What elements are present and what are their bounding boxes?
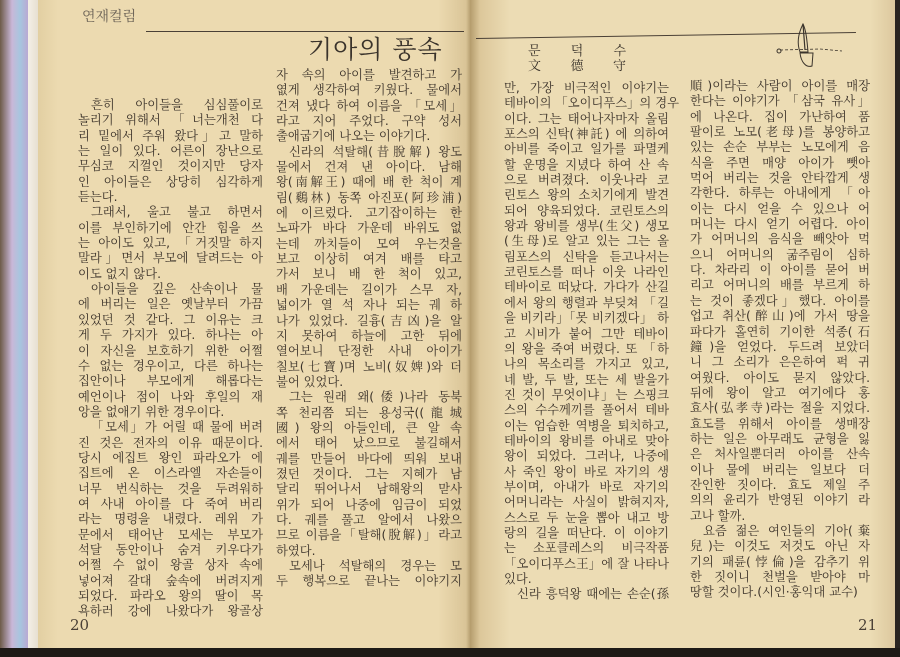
- text-line: 고 시비가 붙어 그만 테바이: [504, 326, 669, 341]
- text-line: 배 가운데는 길이가 스무 자,: [276, 282, 462, 297]
- text-line: 효사(弘孝寺)라는 절을 지었다.: [690, 401, 870, 416]
- text-line: 고나 할까.: [690, 508, 746, 523]
- text-line: 게 두 가지가 있다. 하나는 아: [78, 328, 263, 343]
- text-line: 리고 어머니의 배를 부르게 하: [690, 278, 870, 293]
- text-line: 먹어 버리는 것을 안타깝게 생: [690, 171, 870, 186]
- text-line: 부이며, 아내가 바로 자기의: [504, 479, 669, 494]
- text-line: 다. 차라리 이 아이를 묻어 버: [690, 263, 870, 278]
- paragraph: [504, 81, 679, 587]
- text-line: 업고 취산(醉山)에 가서 땅을: [690, 309, 870, 324]
- text-line: 兒)는 이것도 저것도 아닌 자: [690, 539, 870, 554]
- text-line: 신라의 석탈해(昔脫解) 왕도: [289, 144, 462, 159]
- paragraph: [276, 559, 462, 590]
- text-line: 말라」면서 부모에 달려드는 아: [78, 251, 263, 266]
- text-line: 무심코 지껄인 것이지만 당자: [78, 159, 263, 174]
- text-line: 에서 왕의 행렬과 부딪쳐 「길: [504, 295, 669, 310]
- text-line: 있는 손순 부부는 노모에게 음: [690, 140, 870, 155]
- text-line: 을 비키라」「못 비키겠다」 하: [504, 311, 669, 326]
- text-line: 이는 엄습한 역병을 퇴치하고,: [504, 418, 669, 433]
- text-line: 모세나 석탈해의 경우는 모: [289, 559, 462, 573]
- paragraph: [690, 79, 870, 524]
- paragraph: [78, 420, 263, 619]
- author-name-hanja: [528, 59, 626, 74]
- author-char: 수: [613, 44, 626, 59]
- text-line: 출애굽기에 나오는 이야기다.: [276, 129, 431, 144]
- text-line: 한 짓이니 천벌을 받아야 마: [690, 570, 870, 584]
- text-line: 이 자신을 보호하기 위한 어쩔: [78, 343, 263, 358]
- background-bottom: [0, 648, 900, 657]
- text-line: 의의 윤리가 반영된 이야기 라: [690, 493, 870, 508]
- text-line: 스스로 두 눈을 뽑아 내고 방: [504, 510, 669, 525]
- text-line: 랑의 길을 떠난다. 이 이야기: [504, 525, 669, 540]
- text-line: 기의 패륜(悖倫)을 감추기 위: [690, 554, 870, 569]
- text-line: 는 것이 좋겠다」했다. 아이를: [690, 293, 870, 308]
- text-line: 에 나온다. 집이 가난하여 품: [690, 109, 870, 124]
- text-line: 나의 목소리를 가지고 있고,: [504, 357, 669, 372]
- text-line: 테바이의 「오이디푸스」의 경우: [504, 96, 679, 111]
- text-column-4: [690, 79, 870, 601]
- text-line: (生母)로 알고 있는 그는 올: [504, 234, 669, 249]
- text-line: 스의 수수께끼를 풀어서 테바: [504, 403, 669, 418]
- text-column-2: [276, 68, 462, 590]
- text-line: 자 속의 아이를 발견하고 가: [276, 68, 462, 82]
- text-line: 테바이로 떠났다. 가다가 산길: [504, 280, 669, 295]
- text-line: 앙을 없애기 위한 경우이다.: [78, 404, 225, 419]
- author-char: 文: [528, 59, 542, 74]
- text-line: 리 밑에서 주워 왔다」고 말하: [78, 128, 263, 143]
- text-line: 하는 일은 아무래도 균형을 잃: [690, 431, 870, 446]
- text-line: 있다.: [504, 572, 532, 586]
- text-line: 림(鷄林) 동쪽 아진포(阿珍浦): [276, 190, 462, 205]
- text-line: 그는 원래 왜(倭)나라 동북: [289, 390, 462, 405]
- text-line: 는 아이도 있고, 「거짓말 하지: [78, 236, 263, 251]
- series-label: 연재컬럼: [82, 9, 137, 25]
- text-line: 사 죽인 왕이 바로 자기의 생: [504, 464, 669, 479]
- text-line: 은 처사일뿐더러 아이를 산속: [690, 447, 870, 462]
- text-line: 열어보니 단정한 사내 아이가: [276, 344, 462, 359]
- text-line: 진 것은 전자의 이유 때문이다.: [78, 435, 263, 450]
- text-column-1: [78, 98, 263, 620]
- text-line: 되었다. 파라오 왕의 딸이 목: [78, 589, 263, 603]
- text-line: 어쩔 수 없이 왕골 상자 속에: [78, 558, 263, 573]
- text-line: 놀리기 위해서 「너는개천 다: [78, 113, 263, 128]
- author-char: 덕: [570, 44, 584, 59]
- text-line: 라고 지어 주었다. 구약 성서: [276, 114, 462, 129]
- text-line: 한다는 이야기가 「삼국 유사」: [690, 94, 870, 109]
- paragraph: [78, 282, 263, 420]
- text-line: 으니 어머니의 굶주림이 심하: [690, 247, 870, 262]
- text-line: 되어 양육되었다. 코린토스의: [504, 203, 669, 218]
- text-line: 림포스의 신탁을 듣고나서는: [504, 249, 669, 264]
- text-line: 여웠다. 아이도 묻지 않았다.: [690, 370, 870, 385]
- text-line: 의 왕을 죽여 버렸다. 또 「하: [504, 341, 669, 356]
- text-line: 이도 없지 않다.: [78, 266, 161, 281]
- text-line: 린토스 왕의 소치기에게 발견: [504, 188, 669, 203]
- text-line: 식을 주면 매양 아이가 뺏아: [690, 155, 870, 170]
- text-line: 석달 동안이나 숨겨 키우다가: [78, 542, 263, 557]
- text-line: 다. 궤를 풀고 알에서 나왔으: [276, 512, 462, 527]
- text-line: 건져 냈다 하여 이름을 「모세」: [276, 98, 462, 113]
- text-line: 위가 되어 나중에 임금이 되었: [276, 497, 462, 512]
- paragraph: [690, 524, 870, 601]
- text-line: 므로 이름을「탈해(脫解)」라고: [276, 528, 462, 543]
- text-line: 집트에 온 이스라엘 자손들이: [78, 466, 263, 481]
- paragraph: [78, 205, 263, 282]
- text-line: 네 발, 두 발, 또는 세 발을가: [504, 372, 669, 387]
- text-line: 듣는다.: [78, 190, 118, 205]
- text-line: 팔이로 노모(老母)를 봉양하고: [690, 125, 870, 140]
- paragraph: [78, 98, 263, 205]
- text-line: 보고 이상히 여겨 배를 타고: [276, 252, 462, 267]
- paragraph: [276, 390, 462, 559]
- page-number-right: 21: [858, 616, 878, 634]
- text-line: 왕이 되었다. 그러나, 나중에: [504, 449, 669, 464]
- text-line: 그래서, 울고 불고 하면서: [91, 205, 263, 220]
- text-line: 신라 흥덕왕 때에는 손순(孫: [517, 587, 669, 602]
- text-line: 각한다. 하루는 아내에게 「아: [690, 186, 870, 201]
- text-line: 진 것이 무엇이냐」는 스핑크: [504, 387, 669, 402]
- text-line: 노파가 바다 가운데 바위도 없: [276, 221, 462, 236]
- text-line: 있었던 것 같다. 그 이유는 크: [78, 312, 263, 327]
- text-line: 칠보(七寶)며 노비(奴婢)와 더: [276, 359, 462, 374]
- text-line: 물에서 건져 낸 아이다. 남해: [276, 160, 462, 175]
- paragraph: [504, 587, 669, 602]
- text-line: 가 어머니의 음식을 빼앗아 먹: [690, 232, 870, 247]
- text-line: 만, 가장 비극적인 이야기는: [504, 81, 669, 95]
- text-line: 아비를 죽이고 일가를 파멸케: [504, 142, 669, 157]
- text-line: 넣어져 갈대 숲속에 버려지게: [78, 573, 263, 588]
- text-line: 테바이의 왕비를 아내로 맞아: [504, 433, 669, 448]
- text-line: 달리 뛰어나서 남해왕의 맏사: [276, 482, 462, 497]
- text-line: 하였다.: [276, 543, 316, 558]
- text-line: 코린토스를 떠나 이웃 나라인: [504, 265, 669, 280]
- text-line: 효도를 위해서 아이를 생매장: [690, 416, 870, 431]
- author-char: 守: [612, 59, 626, 74]
- text-line: 파다가 홀연히 기이한 석종(石: [690, 324, 870, 339]
- text-line: 머니는 다시 얻기 어렵다. 아이: [690, 217, 870, 232]
- text-column-3: [504, 81, 679, 603]
- paragraph: [276, 145, 462, 391]
- text-line: 는 일이 있다. 어른이 장난으로: [78, 144, 263, 159]
- page-number-left: 20: [70, 616, 90, 634]
- text-line: 는데 까치들이 모여 우는것을: [276, 236, 462, 251]
- text-line: 흔히 아이들을 심심풀이로: [91, 98, 263, 112]
- text-line: 불어 있었다.: [276, 374, 344, 389]
- text-line: 이나 물에 버리는 일보다 더: [690, 462, 870, 477]
- text-line: 쪽 천리쯤 되는 용성국((龍城: [276, 405, 462, 420]
- text-line: 으로 버려졌다. 이웃나라 코: [504, 173, 669, 188]
- author-char: 문: [528, 44, 541, 59]
- text-line: 니 그 소리가 은은하여 퍽 귀: [690, 355, 870, 370]
- text-line: 요즘 젊은 여인들의 기아(棄: [703, 523, 870, 538]
- text-line: 예언이나 점이 나와 후일의 재: [78, 389, 263, 404]
- author-char: 德: [570, 59, 584, 74]
- text-line: 國) 왕의 아들인데, 큰 알 속: [276, 420, 462, 435]
- text-line: 에서 태어 났으므로 불길해서: [276, 436, 462, 451]
- text-line: 문에서 태어난 모세는 부모가: [78, 527, 263, 542]
- boat-illustration-icon: [770, 20, 850, 75]
- text-line: 「오이디푸스王」에 잘 나타나: [504, 556, 669, 571]
- text-line: 왕(南解王) 때에 배 한 척이 계: [276, 175, 462, 190]
- text-line: 땅할 것이다.(시인·홍익대 교수): [690, 585, 858, 600]
- text-line: 이다. 그는 태어나자마자 올림: [504, 111, 669, 126]
- text-line: 할 운명을 지녔다 하여 산 속: [504, 157, 669, 172]
- text-line: 나가 있었다. 길흉(吉凶)을 알: [276, 313, 462, 328]
- text-line: 는 소포클레스의 비극작품: [504, 541, 669, 556]
- text-line: 라는 명령을 내렸다. 레위 가: [78, 512, 263, 527]
- text-line: 鐘)을 얻었다. 두드려 보았더: [690, 339, 870, 354]
- text-line: 인 아이들은 상당히 심각하게: [78, 174, 263, 189]
- text-line: 수 없는 경우이고, 다른 하나는: [78, 358, 263, 373]
- text-line: 두 행복으로 끝나는 이야기지: [276, 574, 462, 589]
- text-line: 에 이르렀다. 고기잡이하는 한: [276, 206, 462, 221]
- text-line: 「모세」가 어릴 때 물에 버려: [91, 420, 263, 435]
- text-line: 여 사내 아이를 다 죽여 버리: [78, 496, 263, 511]
- author-name-hangul: [528, 44, 626, 59]
- text-line: 이는 다시 얻을 수 있으나 어: [690, 201, 870, 216]
- text-line: 에 버리는 일은 옛날부터 가끔: [78, 297, 263, 312]
- text-line: 지 못하여 하늘에 고한 뒤에: [276, 328, 462, 343]
- text-line: 욕하러 강에 나왔다가 왕골상: [78, 604, 263, 619]
- text-line: 이를 부인하기에 안간 힘을 쓰: [78, 220, 263, 235]
- text-line: 잔인한 짓이다. 효도 제일 주: [690, 477, 870, 492]
- text-line: 順)이라는 사람이 아이를 매장: [690, 79, 870, 93]
- text-line: 궤를 만들어 바다에 띄워 보내: [276, 451, 462, 466]
- magazine-cover-edge: [0, 0, 30, 657]
- text-line: 넓이가 열 석 자나 되는 궤 하: [276, 298, 462, 313]
- text-line: 포스의 신탁(神託) 에 의하여: [504, 127, 669, 142]
- text-line: 엾게 생각하여 키웠다. 물에서: [276, 83, 462, 98]
- text-line: 가서 보니 배 한 척이 있고,: [276, 267, 462, 282]
- text-line: 집안이나 부모에게 해롭다는: [78, 374, 263, 389]
- text-line: 너무 번식하는 것을 두려워하: [78, 481, 263, 496]
- text-line: 어머니라는 사실이 밝혀지자,: [504, 495, 669, 510]
- paragraph: [276, 68, 462, 145]
- text-line: 뒤에 왕이 알고 여기에다 홍: [690, 385, 870, 400]
- text-line: 졌던 것이다. 그는 지혜가 남: [276, 466, 462, 481]
- text-line: 왕과 왕비를 생부(生父) 생모: [504, 219, 669, 234]
- text-line: 당시 에집트 왕인 파라오가 에: [78, 450, 263, 465]
- text-line: 아이들을 깊은 산속이나 물: [91, 282, 263, 297]
- author-byline: [528, 44, 626, 74]
- article-title: 기아의 풍속: [308, 35, 443, 64]
